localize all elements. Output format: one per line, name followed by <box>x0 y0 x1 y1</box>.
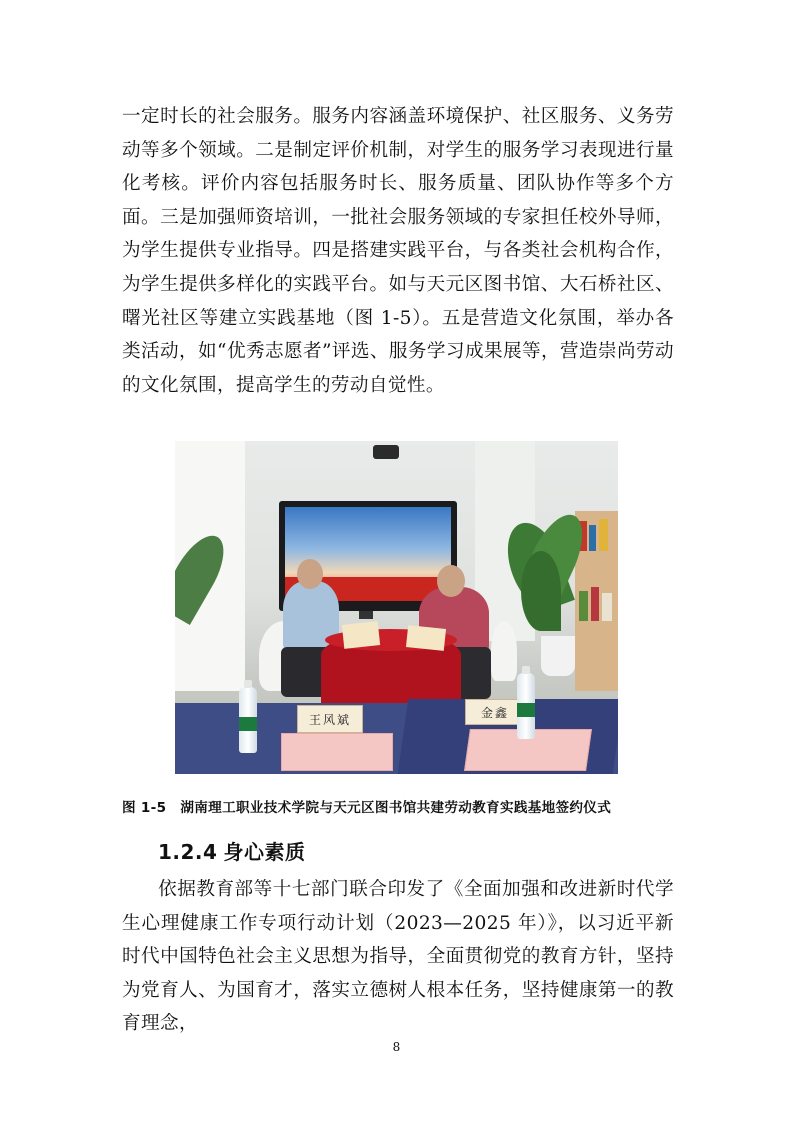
book <box>579 591 588 621</box>
screen-stand <box>359 611 373 619</box>
pink-sheet-left <box>281 733 393 771</box>
document-folder-right <box>406 625 446 651</box>
page-number: 8 <box>392 1040 401 1054</box>
ceiling-camera-icon <box>373 445 399 459</box>
figure-caption-text: 湖南理工职业技术学院与天元区图书馆共建劳动教育实践基地签约仪式 <box>180 800 612 816</box>
plant-leaf <box>521 551 561 631</box>
figure-caption <box>122 796 682 816</box>
document-folder-left <box>342 621 380 649</box>
nameplate-right: 金鑫 <box>465 699 525 725</box>
book <box>589 525 596 551</box>
plant-pot <box>541 636 575 676</box>
book <box>591 587 599 621</box>
book <box>602 593 612 621</box>
water-bottle-right <box>517 673 535 739</box>
section-number: 1.2.4 <box>158 840 218 864</box>
person-right-head <box>437 565 465 597</box>
section-title: 身心素质 <box>223 840 306 864</box>
section-heading <box>158 836 305 865</box>
nameplate-left: 王风斌 <box>297 705 363 733</box>
body-paragraph-2 <box>122 873 674 1041</box>
book <box>599 519 608 551</box>
figure-number: 图 1-5 <box>122 800 167 816</box>
signing-ceremony-photo <box>175 441 618 774</box>
chair-right <box>491 621 517 681</box>
water-bottle-left <box>239 687 257 753</box>
body-paragraph-2-text: 依据教育部等十七部门联合印发了《全面加强和改进新时代学生心理健康工作专项行动计划（2023—2025 年）》，以习近平新时代中国特色社会主义思想为指导，全面贯彻党的教育方针，坚持为党育人、为国育才，落实立德树人根本任务，坚持健康第一的教育理念， <box>122 879 674 1035</box>
person-left-head <box>297 559 323 589</box>
body-paragraph-1: 一定时长的社会服务。服务内容涵盖环境保护、社区服务、义务劳动等多个领域。二是制定评价机制，对学生的服务学习表现进行量化考核。评价内容包括服务时长、服务质量、团队协作等多个方面。三是加强师资培训，一批社会服务领域的专家担任校外导师，为学生提供专业指导。四是搭建实践平台，与各类社会机构合作，为学生提供多样化的实践平台。如与天元区图书馆、大石桥社区、曙光社区等建立实践基地（图 1-5）。五是营造文化氛围，举办各类活动，如“优秀志愿者”评选、服务学习成果展等，营造崇尚劳动的文化氛围，提高学生的劳动自觉性。 <box>122 106 674 396</box>
